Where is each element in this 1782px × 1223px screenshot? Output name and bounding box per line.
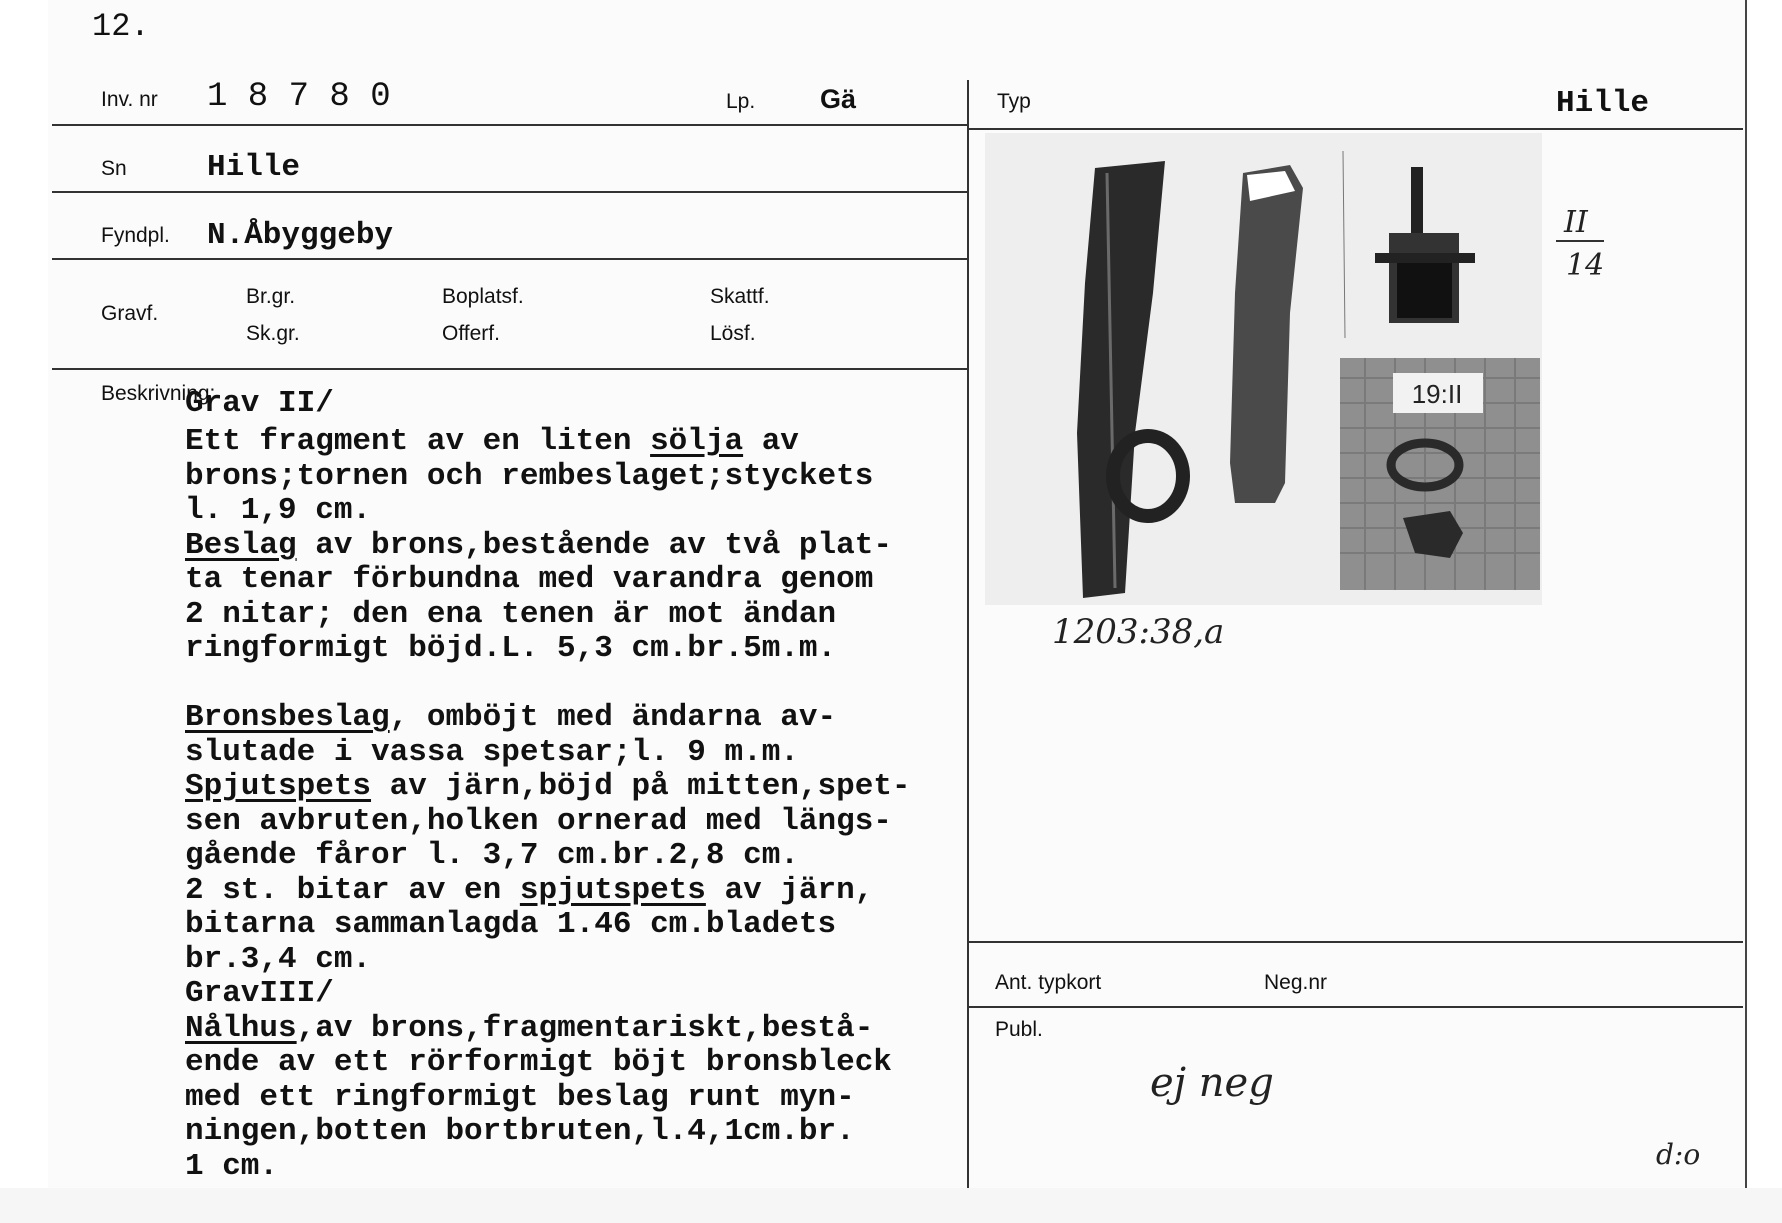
description-segment: av xyxy=(743,424,799,459)
description-segment: 2 st. bitar av en xyxy=(185,872,520,908)
description-segment: 2 nitar; den ena tenen är mot ändan xyxy=(185,596,837,632)
offerf-label: Offerf. xyxy=(442,322,500,345)
description-line xyxy=(185,598,985,633)
description-segment: av järn,böjd på mitten,spet- xyxy=(371,769,911,804)
boplatsf-label: Boplatsf. xyxy=(442,285,524,308)
description-line xyxy=(185,839,985,874)
description-segment: bitarna sammanlagda 1.46 cm.bladets xyxy=(185,907,837,942)
description-segment: 1 cm. xyxy=(185,1148,279,1184)
fyndpl-value: N.Åbyggeby xyxy=(207,218,394,253)
photo-label: 19:II xyxy=(1411,379,1463,409)
description-segment: brons;tornen och rembeslaget;styckets xyxy=(185,458,874,494)
artifact-photo xyxy=(985,133,1542,605)
handwritten-catalogue-number: 1203:38,a xyxy=(1052,612,1225,652)
description-text xyxy=(185,425,985,1184)
ant-typkort-label: Ant. typkort xyxy=(995,971,1102,994)
fyndpl-label: Fyndpl. xyxy=(101,224,170,247)
description-segment: med ett ringformigt beslag runt myn- xyxy=(185,1079,855,1115)
divider xyxy=(52,191,967,193)
description-line xyxy=(185,563,985,598)
card-number: 12. xyxy=(92,8,150,45)
description-segment: Ett fragment av en liten xyxy=(185,424,651,459)
description-segment: GravIII/ xyxy=(185,976,334,1011)
description-segment: ta tenar förbundna med varandra genom xyxy=(185,562,874,597)
description-line xyxy=(185,460,985,495)
description-segment: , omböjt med ändarna av- xyxy=(389,700,837,735)
description-line xyxy=(185,529,985,564)
description-segment: l. 1,9 cm. xyxy=(185,493,372,528)
underlined-term: Nålhus xyxy=(185,1010,297,1046)
losf-label: Lösf. xyxy=(710,322,756,345)
card-bottom-edge xyxy=(0,1188,1782,1223)
sk-gr-label: Sk.gr. xyxy=(246,322,300,345)
underlined-term: spjutspets xyxy=(519,872,706,908)
description-line xyxy=(185,874,985,909)
beskrivning-label: Beskrivning: xyxy=(101,382,216,405)
description-line xyxy=(185,1115,985,1150)
divider xyxy=(968,1006,1743,1008)
description-line xyxy=(185,1081,985,1116)
description-line xyxy=(185,494,985,529)
neg-nr-label: Neg.nr xyxy=(1264,971,1328,994)
description-line xyxy=(185,1012,985,1047)
underlined-term: Bronsbeslag xyxy=(185,700,390,735)
description-line xyxy=(185,667,985,702)
divider xyxy=(968,128,1743,130)
lp-label: Lp. xyxy=(726,90,756,113)
description-line xyxy=(185,1150,985,1185)
description-line xyxy=(185,908,985,943)
underlined-term: Beslag xyxy=(185,527,297,563)
description-segment: av järn, xyxy=(705,872,874,908)
description-segment: ningen,botten bortbruten,l.4,1cm.br. xyxy=(185,1114,855,1149)
sn-label: Sn xyxy=(101,157,127,180)
description-segment: ringformigt böjd.L. 5,3 cm.br.5m.m. xyxy=(185,631,837,666)
description-line xyxy=(185,943,985,978)
gravf-label: Gravf. xyxy=(101,302,159,325)
divider xyxy=(52,258,967,260)
description-line xyxy=(185,701,985,736)
artifact-photo-drawing xyxy=(985,133,1542,605)
description-line xyxy=(185,805,985,840)
fraction-line xyxy=(1556,240,1604,242)
description-line xyxy=(185,425,985,460)
description-segment: br.3,4 cm. xyxy=(185,941,372,977)
description-line xyxy=(185,736,985,771)
inv-nr-value: 1 8 7 8 0 xyxy=(207,78,391,116)
typ-label: Typ xyxy=(997,90,1031,113)
inv-nr-label: Inv. nr xyxy=(101,88,158,111)
sn-value: Hille xyxy=(207,150,301,185)
typ-value: Hille xyxy=(1556,86,1650,121)
description-heading: Grav II/ xyxy=(185,386,334,421)
description-segment: ,av brons,fragmentariskt,bestå- xyxy=(296,1010,874,1046)
br-gr-label: Br.gr. xyxy=(246,285,296,308)
description-segment: ende av ett rörformigt böjt bronsbleck xyxy=(185,1045,892,1080)
description-line xyxy=(185,1046,985,1081)
underlined-term: Spjutspets xyxy=(185,769,372,804)
divider xyxy=(52,368,967,370)
description-line xyxy=(185,770,985,805)
handwritten-ditto: d:o xyxy=(1656,1138,1701,1171)
publ-label: Publ. xyxy=(995,1018,1043,1041)
description-segment: sen avbruten,holken ornerad med längs- xyxy=(185,803,892,839)
description-segment: av brons,bestående av två plat- xyxy=(296,527,892,563)
description-line xyxy=(185,632,985,667)
handwritten-grave-top: II xyxy=(1564,205,1588,240)
handwritten-publ-note: ej neg xyxy=(1150,1060,1274,1106)
description-segment: slutade i vassa spetsar;l. 9 m.m. xyxy=(185,734,799,770)
description-line xyxy=(185,977,985,1012)
skattf-label: Skattf. xyxy=(710,285,770,308)
lp-value: Gä xyxy=(820,84,857,114)
description-segment: gående fåror l. 3,7 cm.br.2,8 cm. xyxy=(185,838,799,873)
underlined-term: sölja xyxy=(650,424,744,459)
divider xyxy=(52,124,967,126)
divider xyxy=(968,941,1743,943)
handwritten-grave-bottom: 14 xyxy=(1566,248,1605,283)
